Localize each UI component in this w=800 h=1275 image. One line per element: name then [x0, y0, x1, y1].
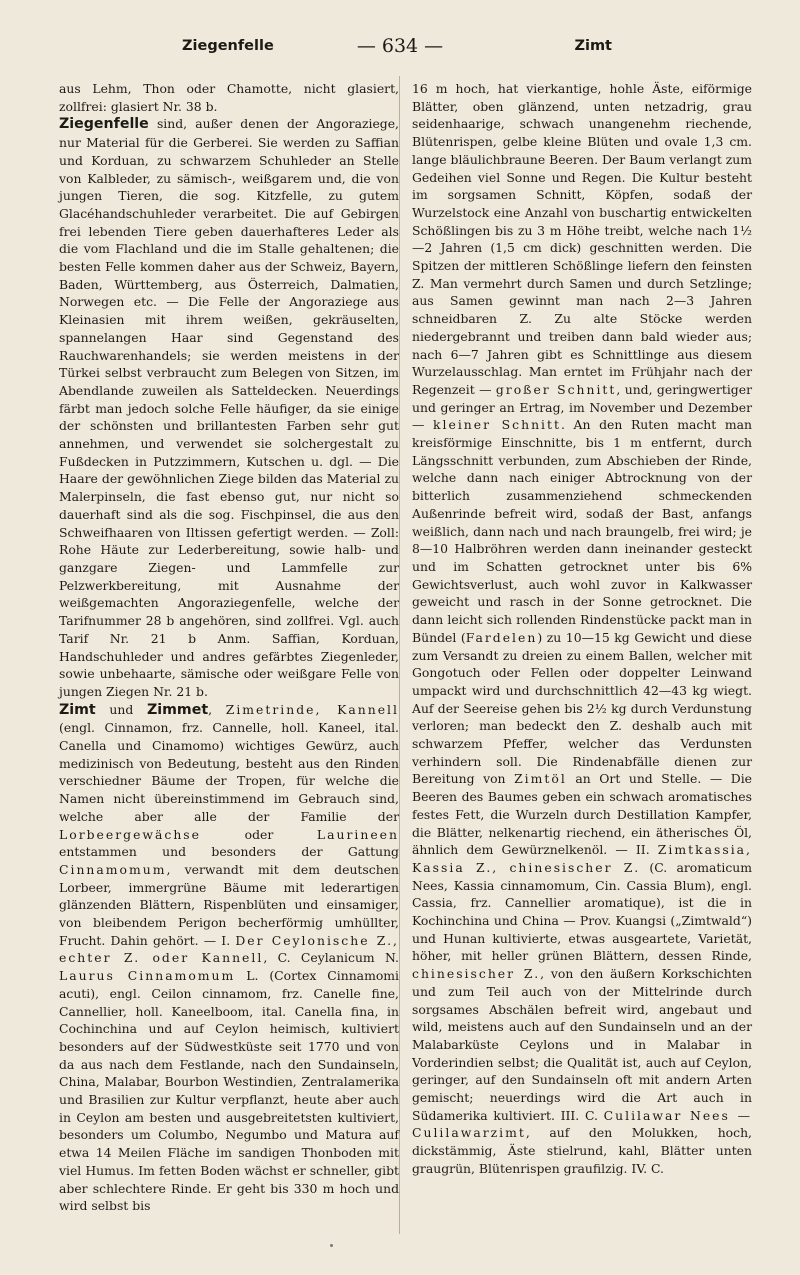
- text-run: , auf den Molukken, hoch, dickstämmig, Äste stielrund, kahl, Blätter unten graugrün, Blütenrispen graufilzig. IV. C.: [412, 1125, 752, 1176]
- text-run: ) zu 10—15 kg Gewicht und diese zum Versandt zu dreien zu einem Ballen, welcher mit Gongotuch oder Fellen oder doppelter Leinwand umpackt wird und durchschnittlich 42—43 kg wiegt. Auf der Seereise gehen bis 2½ kg durch Verdunstung verloren; man bedeckt den Z. deshalb auch mit schwarzem Pfeffer, welcher das Verdunsten verhindern soll. Die Rindenabfälle dienen zur Bereitung von: [412, 629, 752, 787]
- text-run: (engl. Cinnamon, frz. Cannelle, holl. Kaneel, ital. Canella und Cinamomo) wichtiges Gewürz, auch medizinisch von Bedeutung, besteht aus den Rinden verschiedner Bäume der Tropen, für welche die Namen nicht übereinstimmend im Gebrauch sind, welche aber alle der Familie der: [59, 720, 399, 824]
- text-run: ,: [208, 701, 226, 717]
- text-run: und: [95, 701, 147, 717]
- running-header: [0, 35, 800, 62]
- entry-ziegenfelle: [59, 115, 399, 700]
- header-right-keyword: Zimt: [574, 38, 612, 54]
- entry-keyword: Zimt: [59, 701, 96, 718]
- spaced-term: Culilawar Nees — Culilawarzimt: [412, 1107, 752, 1141]
- spaced-term: großer Schnitt: [495, 381, 617, 397]
- spaced-term: kleiner Schnitt: [433, 417, 561, 433]
- paragraph: [412, 80, 752, 1178]
- entry-keyword: Zimmet: [146, 701, 209, 718]
- right-column: [412, 80, 752, 1178]
- text-run: (C. aromaticum Nees, Kassia cinnamomum, Cin. Cassia Blum), engl. Cassia, frz. Cannellier aromatique), ist die in Kochinchina und China — Prov. Kuangsi („Zimtwald“) und Hunan kultivierte, etwas ausgeartete, Varietät, höher, mit heller grünen Blättern, dessen Rinde,: [412, 859, 752, 964]
- text-run: L. (Cortex Cinnamomi acuti), engl. Ceilon cinnamom, frz. Canelle fine, Cannellier, holl. Kaneelboom, ital. Canella fina, in Cochinchina und auf Ceylon heimisch, kultiviert besonders auf der Südwestküste seit 1770 und von da aus nach dem Festlande, nach den Sundainseln, China, Malabar, Bourbon Westindien, Zentralamerika und Brasilien zur Kultur verpflanzt, heute aber auch in Ceylon am besten und ausgebreitetsten kultiviert, besonders um Columbo, Negumbo und Matura auf etwa 14 Meilen Fläche im sandigen Thonboden mit viel Humus. Im fetten Boden wächst er schneller, gibt aber schlechtere Rinde. Er geht bis 330 m hoch und wird selbst bis: [59, 968, 399, 1214]
- spaced-term: Laurineen: [316, 826, 399, 842]
- spaced-term: Lorbeergewächse: [59, 826, 201, 842]
- spaced-term: Zimtöl: [514, 771, 567, 787]
- text-run: , verwandt mit dem deutschen Lorbeer, immergrüne Bäume mit lederartigen glänzenden Blättern, Rispenblüten und einsamiger, von bleibendem Perigon becherförmig umhüllter, Frucht. Dahin gehört. — I.: [59, 861, 399, 948]
- spaced-term: Cinnamomum: [59, 861, 167, 877]
- text-run: , und, geringwertiger und geringer an Ertrag, im November und Dezember —: [412, 381, 752, 433]
- text-run: . An den Ruten macht man kreisförmige Einschnitte, bis 1 m entfernt, durch Längsschnitt verbunden, zum Abschieben der Rinde, welche dann nach einiger Abtrocknung von der bitterlich zusammenziehend schmeckenden Außenrinde befreit wird, sodaß der Bast, anfangs weißlich, dann nach und nach braungelb, frei wird; je 8—10 Halbröhren werden dann ineinander gesteckt und im Schatten getrocknet unter bis 6% Gewichtsverlust, auch wohl zuvor in Kalkwasser geweicht und rasch in der Sonne getrocknet. Die dann leicht sich rollenden Rindenstücke packt man in Bündel (: [412, 417, 752, 645]
- spaced-term: Der Ceylonische Z., echter Z. oder Kannell: [59, 932, 399, 966]
- text-run: sind, außer denen der Angoraziege, nur Material für die Gerberei. Sie werden zu Saffian und Korduan, zu schwarzem Schuhleder an Stelle von Kalbleder, zu sämisch-, weißgarem und, die von jungen Tieren, die sog. Kitzfelle, zu gutem Glacéhandschuhleder verarbeitet. Die auf Gebirgen frei lebenden Tiere geben dauerhafteres Leder als die vom Flachland und die im Stalle gehaltenen; die besten Felle kommen daher aus der Schweiz, Bayern, Baden, Württemberg, aus Österreich, Dalmatien, Norwegen etc. — Die Felle der Angoraziege aus Kleinasien mit ihrem weißen, gekräuselten, spannelangen Haar sind Gegenstand des Rauchwarenhandels; sie werden meistens in der Türkei selbst verbraucht zum Belegen von Sitzen, im Abendlande zuweilen als Satteldecken. Neuerdings färbt man jedoch solche Felle häufiger, da sie einige der schönsten und brillantesten Farben sehr gut annehmen, und verwendet sie solchergestalt zu Fußdecken in Putzzimmern, Kutschen u. dgl. — Die Haare der gewöhnlichen Ziege bilden das Material zu Malerpinseln, die fast ebenso gut, nur nicht so dauerhaft sind als die sog. Fischpinsel, die aus den Schweifhaaren von Iltissen gefertigt werden. — Zoll: Rohe Häute zur Lederbereitung, sowie halb- und ganzgare Ziegen- und Lammfelle zur Pelzwerkbereitung, mit Ausnahme der weißgemachten Angoraziegenfelle, welche der Tarifnummer 28 b angehören, sind zollfrei. Vgl. auch Tarif Nr. 21 b Anm. Saffian, Korduan, Handschuhleder und andres gefärbtes Ziegenleder, sowie unbehaarte, sämische oder weißgare Felle von jungen Ziegen Nr. 21 b.: [59, 116, 399, 699]
- left-column: [59, 80, 399, 1215]
- entry-keyword: Ziegenfelle: [59, 116, 149, 133]
- text-run: an Ort und Stelle. — Die Beeren des Baumes geben ein schwach aromatisches festes Fett, die Wurzeln durch Destillation Kampfer, die Blätter, nelkenartig riechend, ein ätherisches Öl, ähnlich dem Gewürznelkenöl. — II.: [412, 771, 752, 858]
- entry-zimt: [59, 701, 399, 1215]
- text-run: entstammen und besonders der Gattung: [59, 844, 399, 860]
- text-run: oder: [201, 826, 317, 842]
- spaced-term: Laurus Cinnamomum: [59, 968, 236, 984]
- spaced-term: chinesischer Z.: [412, 966, 541, 982]
- page-number: — 634 —: [356, 35, 444, 57]
- text-run: aus Lehm, Thon oder Chamotte, nicht glasiert, zollfrei: glasiert Nr. 38 b.: [59, 81, 399, 114]
- print-speck: [330, 1244, 333, 1247]
- header-left-keyword: Ziegenfelle: [182, 38, 274, 54]
- paragraph: [59, 80, 399, 115]
- text-run: , von den äußern Korkschichten und zum Teil auch von der Mittelrinde durch sorgsames Abschälen befreit wird, angebaut und wild, meistens auch auf den Sundainseln und an der Malabarküste Ceylons und in Malabar in Vorderindien selbst; die Qualität ist, auch auf Ceylon, geringer, auf den Sundainseln oft mit andern Arten gemischt; neuerdings wird die Art auch in Südamerika kultiviert. III. C.: [412, 966, 752, 1123]
- spaced-term: Fardelen: [465, 629, 538, 645]
- spaced-term: Zimtkassia, Kassia Z., chinesischer Z.: [412, 842, 752, 875]
- column-divider: [399, 76, 400, 1234]
- spaced-term: Zimetrinde, Kannell: [225, 701, 399, 717]
- text-run: , C. Ceylanicum N.: [263, 950, 399, 966]
- text-run: 16 m hoch, hat vierkantige, hohle Äste, eiförmige Blätter, oben glänzend, unten netzadrig, grau seidenhaarige, schwach unangenehm riechende, Blütenrispen, gelbe kleine Blüten und ovale 1,3 cm. lange bläulichbraune Beeren. Der Baum verlangt zum Gedeihen viel Sonne und Regen. Die Kultur besteht im sorgsamen Schnitt, Köpfen, sodaß der Wurzelstock eine Anzahl von buschartig entwickelten Schößlingen bis zu 3 m Höhe treibt, welche nach 1½—2 Jahren (1,5 cm dick) geschnitten werden. Die Spitzen der mittleren Schößlinge liefern den feinsten Z. Man vermehrt durch Samen und durch Setzlinge; aus Samen gewinnt man nach 2—3 Jahren schneidbaren Z. Zu alte Stöcke werden niedergebrannt und treiben dann bald wieder aus; nach 6—7 Jahren gibt es Schnittlinge aus diesem Wurzelausschlag. Man erntet im Frühjahr nach der Regenzeit —: [412, 81, 752, 397]
